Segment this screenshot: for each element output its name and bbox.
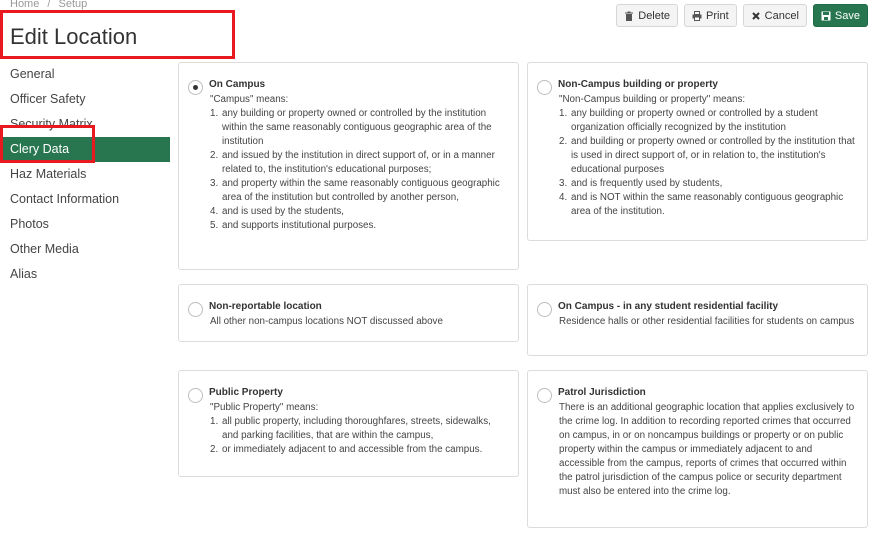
non-campus-intro: "Non-Campus building or property" means:: [559, 94, 746, 105]
sidebar-item-general[interactable]: General: [10, 67, 55, 81]
cancel-label: Cancel: [764, 9, 799, 22]
sidebar-item-contact-information[interactable]: Contact Information: [10, 192, 120, 206]
delete-button[interactable]: [616, 4, 678, 27]
non-campus-title: Non-Campus building or property: [558, 79, 718, 90]
toolbar: [616, 4, 868, 27]
list-item: 1. any building or property owned or controlled by the institution within the same reasonably contiguous geographic area of the institution: [210, 108, 492, 147]
list-item: 3. and is frequently used by students,: [559, 178, 723, 189]
list-item: 2. or immediately adjacent to and accessible from the campus.: [210, 444, 483, 455]
non-reportable-text: All other non-campus locations NOT discussed above: [210, 316, 443, 327]
printer-icon: [692, 11, 702, 21]
patrol-jurisdiction-radio[interactable]: [537, 388, 552, 403]
public-property-list: [209, 415, 508, 457]
list-item: 1. any building or property owned or controlled by a student organization officially recognized by the institution: [559, 108, 818, 133]
cancel-button[interactable]: [743, 4, 807, 27]
patrol-jurisdiction-text: There is an additional geographic location that applies exclusively to the crime log. In addition to recording reported crimes that occurred on campus, in or on noncampus buildings or property or on public property within the campus or immediately adjacent to and accessible from the campus, reports of crimes that occurred within the patrol jurisdiction of the campus police or security department must also be entered into the crime log.: [559, 402, 855, 497]
delete-label: Delete: [638, 9, 671, 22]
list-item: 4. and is NOT within the same reasonably contiguous geographic area of the institution.: [559, 192, 844, 217]
print-button[interactable]: [684, 4, 737, 27]
list-item: 2. and issued by the institution in direct support of, or in a manner related to, the institution's educational purposes;: [210, 150, 495, 175]
breadcrumb-separator: /: [47, 0, 51, 10]
residential-radio[interactable]: [537, 302, 552, 317]
sidebar-item-photos[interactable]: Photos: [10, 217, 49, 231]
patrol-jurisdiction-title: Patrol Jurisdiction: [558, 387, 646, 398]
option-card-public-property[interactable]: [178, 370, 519, 477]
public-property-intro: "Public Property" means:: [210, 402, 319, 413]
sidebar-item-other-media[interactable]: Other Media: [10, 242, 79, 256]
non-reportable-radio[interactable]: [188, 302, 203, 317]
breadcrumb: [10, 0, 87, 10]
save-icon: [821, 11, 831, 21]
non-reportable-title: Non-reportable location: [209, 301, 322, 312]
residential-title: On Campus - in any student residential facility: [558, 301, 779, 312]
save-label: Save: [834, 9, 860, 22]
non-campus-radio[interactable]: [537, 80, 552, 95]
print-label: Print: [706, 9, 729, 22]
trash-icon: [624, 11, 634, 21]
list-item: 5. and supports institutional purposes.: [210, 220, 377, 231]
option-card-residential[interactable]: [527, 284, 868, 356]
save-button[interactable]: [813, 4, 868, 27]
option-card-non-reportable[interactable]: [178, 284, 519, 342]
sidebar-item-clery-data[interactable]: Clery Data: [0, 137, 170, 162]
on-campus-radio[interactable]: [188, 80, 203, 95]
sidebar-item-security-matrix[interactable]: Security Matrix: [10, 117, 93, 131]
list-item: 1. all public property, including thoroughfares, streets, sidewalks, and parking facilities, that are within the campus,: [210, 416, 491, 441]
option-card-non-campus[interactable]: [527, 62, 868, 241]
sidebar-item-officer-safety[interactable]: Officer Safety: [10, 92, 86, 106]
breadcrumb-home[interactable]: Home: [10, 0, 40, 10]
title-highlight-box: [0, 10, 235, 59]
public-property-radio[interactable]: [188, 388, 203, 403]
public-property-title: Public Property: [209, 387, 283, 398]
on-campus-title: On Campus: [209, 79, 266, 90]
option-card-patrol-jurisdiction[interactable]: [527, 370, 868, 528]
on-campus-list: [209, 107, 508, 233]
non-campus-list: [558, 107, 857, 219]
sidebar-item-haz-materials[interactable]: Haz Materials: [10, 167, 87, 181]
list-item: 3. and property within the same reasonably contiguous geographic area of the institution but controlled by another person,: [210, 178, 500, 203]
sidebar-item-alias[interactable]: Alias: [10, 267, 38, 281]
list-item: 2. and building or property owned or controlled by the institution that is used in direct support of, or in relation to, the institution's educational purposes: [559, 136, 855, 175]
sidebar-highlight-box: [0, 125, 95, 163]
page-title: Edit Location: [10, 24, 138, 49]
sidebar: [0, 62, 170, 287]
residential-text: Residence halls or other residential facilities for students on campus: [559, 316, 855, 327]
list-item: 4. and is used by the students,: [210, 206, 344, 217]
breadcrumb-current[interactable]: Setup: [58, 0, 88, 10]
close-icon: [751, 11, 761, 21]
on-campus-intro: "Campus" means:: [210, 94, 289, 105]
option-card-on-campus[interactable]: [178, 62, 519, 270]
